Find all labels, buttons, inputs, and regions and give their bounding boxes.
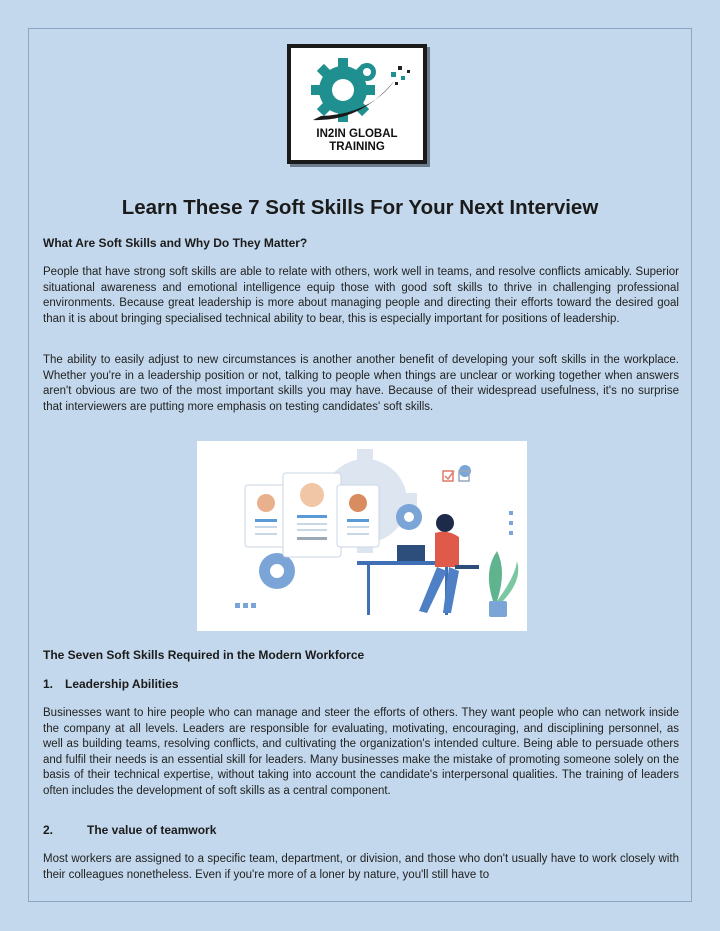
- illustration-candidates: [197, 441, 527, 631]
- recruitment-illustration-icon: [197, 441, 527, 631]
- item-number-1: 1.: [43, 677, 54, 691]
- section-heading-soft-skills: What Are Soft Skills and Why Do They Matter?: [43, 236, 308, 250]
- item-title-teamwork: The value of teamwork: [87, 823, 217, 837]
- paragraph-teamwork: Most workers are assigned to a specific team, department, or division, and those who don't usually have to work closely with their colleagues nonetheless. Even if you're more of a loner by nature, you'll still have to: [43, 853, 679, 881]
- gear-logo-icon: [291, 50, 423, 128]
- section-heading-seven-skills: The Seven Soft Skills Required in the Modern Workforce: [43, 648, 365, 662]
- document-page: [28, 28, 692, 902]
- item-heading-leadership: [43, 677, 179, 691]
- item-title-leadership: Leadership Abilities: [65, 677, 179, 691]
- document-title: Learn These 7 Soft Skills For Your Next Interview: [121, 196, 599, 219]
- paragraph-adaptability: The ability to easily adjust to new circumstances is another another benefit of developing your soft skills in the workplace. Whether you're in a leadership position or not, talking to people when things are unclear or working together when answers aren't obvious are two of the most important skills you may have. Because of their widespread usefulness, it's no surprise that interviewers are putting more emphasis on testing candidates' soft skills.: [43, 354, 679, 413]
- item-heading-teamwork: [43, 823, 216, 837]
- paragraph-leadership: Businesses want to hire people who can manage and steer the efforts of others. They want people who can network inside the company at all levels. Leaders are responsible for evaluating, motivating, encouraging, and disciplining personnel, as well as building teams, resolving conflicts, and cultivating the organization's intended culture. Being able to persuade others and fulfil their needs is an essential skill for leaders. Many businesses make the mistake of promoting someone solely on the basis of their technical expertise, without taking into account the candidate's interpersonal qualities. The training of leaders often includes the development of soft skills as a central component.: [43, 707, 679, 797]
- paragraph-intro: People that have strong soft skills are able to relate with others, work well in teams, and resolve conflicts amicably. Superior situational awareness and emotional intelligence equip those with good soft skills to thrive in challenging professional environments. Because great leadership is more about managing people and directing their efforts toward the desired goal than it is about bringing specialised technical ability to bear, this is especially important for positions of leadership.: [43, 266, 679, 325]
- item-number-2: 2.: [43, 823, 54, 837]
- logo-line1: IN2IN GLOBAL: [316, 128, 398, 140]
- logo-text: [291, 128, 423, 154]
- company-logo: [287, 44, 427, 164]
- logo-line2: TRAINING: [329, 141, 385, 153]
